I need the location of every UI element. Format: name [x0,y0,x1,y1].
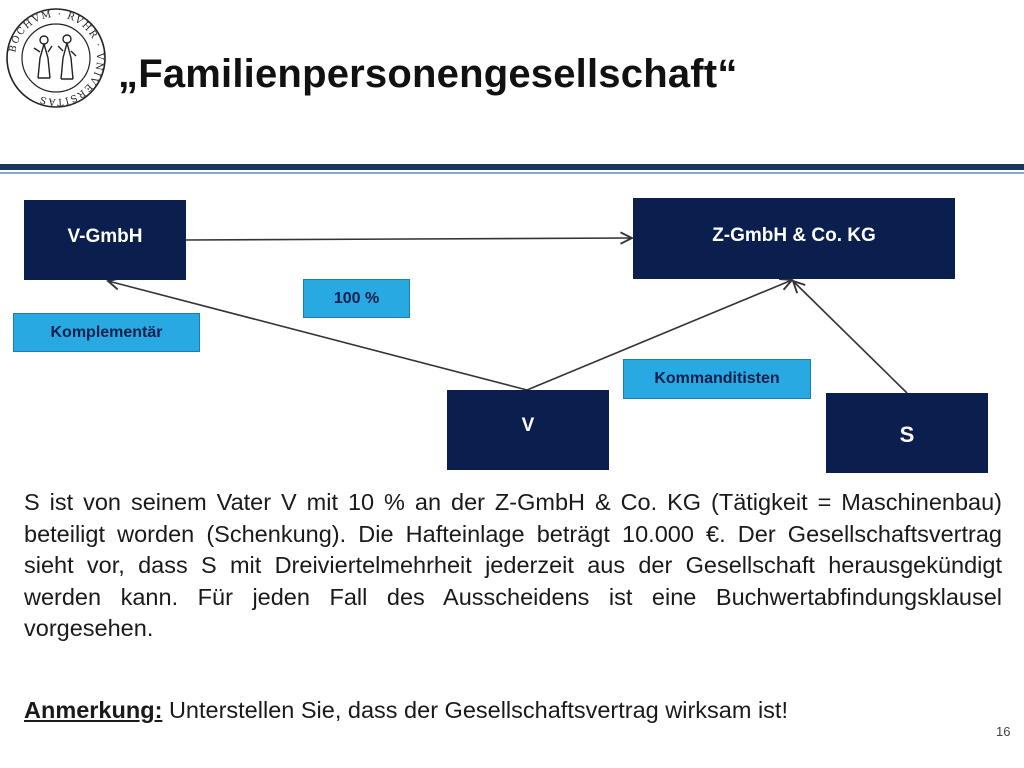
node-v-gmbh-label: V-GmbH [67,226,143,247]
node-v [447,390,609,470]
label-100-percent: 100 % [303,279,410,318]
node-v-gmbh [24,200,186,280]
label-kommanditisten: Kommanditisten [623,359,811,399]
node-z-gmbh-co-kg-label: Z-GmbH & Co. KG [712,224,876,246]
slide-title: „Familienpersonengesellschaft“ [118,52,738,96]
node-v-label: V [521,415,535,436]
node-s-label: S [899,422,915,447]
label-komplementaer: Komplementär [13,313,200,352]
case-description: S ist von seinem Vater V mit 10 % an der Z-GmbH & Co. KG (Tätigkeit = Maschinenbau) beteiligt worden (Schenkung). Die Hafteinlage beträgt 10.000 €. Der Gesellschaftsvertrag sieht vor, dass S mit Dreiviertelmehrheit jederzeit aus der Gesellschaft herausgekündigt werden kann. Für jeden Fall des Ausscheidens ist eine Buchwertabfindungsklausel vorgesehen. [24,489,1002,641]
node-s [826,393,988,473]
node-z-gmbh-co-kg [633,198,955,279]
seal-text: BOCHVM · RVHR · VNIVERSITAS [7,8,106,108]
arrow-vgmbh-to-zgmbh [186,238,632,240]
note-text: Unterstellen Sie, dass der Gesellschaftsvertrag wirksam ist! [168,697,788,723]
page-number: 16 [996,724,1011,739]
note-line [24,697,984,724]
note-label: Anmerkung: [24,697,163,723]
